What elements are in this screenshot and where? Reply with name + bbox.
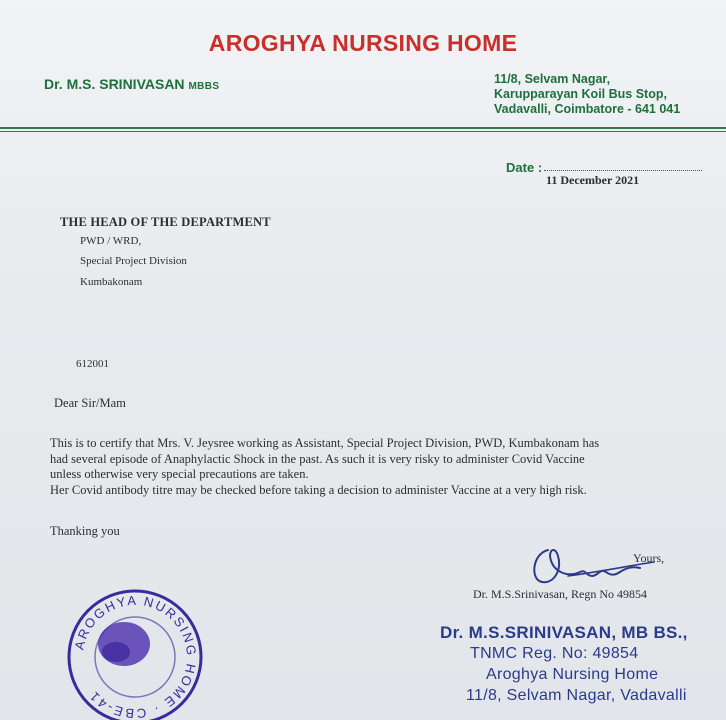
date-value: 11 December 2021 <box>546 173 640 187</box>
date-dotted-line <box>544 170 702 171</box>
stamp-registration: TNMC Reg. No: 49854 <box>470 645 639 662</box>
body-line: Her Covid antibody titre may be checked before taking a decision to administer Vaccine at a very high risk. <box>50 482 587 497</box>
letterhead-divider <box>0 127 726 132</box>
body-line: This is to certify that Mrs. V. Jeysree working as Assistant, Special Project Division, PWD, Kumbakonam has <box>50 436 600 450</box>
letterhead-title: AROGHYA NURSING HOME <box>208 30 518 56</box>
closing: Thanking you <box>50 524 120 538</box>
address-line: Vadavalli, Coimbatore - 641 041 <box>494 102 681 116</box>
body-line: had several episode of Anaphylactic Shock in the past. As such it is very risky to administer Covid Vaccine <box>50 451 585 466</box>
certificate-body <box>50 436 670 498</box>
recipient-line: Special Project Division <box>80 255 187 267</box>
recipient-heading: THE HEAD OF THE DEPARTMENT <box>60 215 271 229</box>
recipient-line: Kumbakonam <box>80 276 143 288</box>
stamp-clinic: Aroghya Nursing Home <box>486 666 659 683</box>
letterhead-address <box>494 72 680 117</box>
round-seal-stamp <box>64 586 206 720</box>
recipient-block <box>60 215 271 288</box>
address-line: Karupparayan Koil Bus Stop, <box>494 87 667 101</box>
recipient-pincode: 612001 <box>76 358 109 370</box>
recipient-line: PWD / WRD, <box>80 235 142 247</box>
doctor-qualification: MBBS <box>188 81 220 92</box>
salutation: Dear Sir/Mam <box>54 396 126 410</box>
date-label: Date : <box>506 160 543 175</box>
address-line: 11/8, Selvam Nagar, <box>494 72 611 86</box>
stamp-doctor-name: Dr. M.S.SRINIVASAN, MB BS., <box>440 623 688 642</box>
letterhead-doctor <box>44 76 219 92</box>
body-line: unless otherwise very special precautions are taken. <box>50 467 309 481</box>
signoff: Yours, <box>633 551 665 565</box>
stamp-address: 11/8, Selvam Nagar, Vadavalli <box>466 687 687 704</box>
signer-line: Dr. M.S.Srinivasan, Regn No 49854 <box>473 587 647 601</box>
handwritten-signature <box>528 542 658 592</box>
doctor-name-text: Dr. M.S. SRINIVASAN <box>44 76 185 92</box>
doctor-rubber-stamp <box>440 622 688 706</box>
svg-text:AROGHYA NURSING HOME · CBE-41: AROGHYA NURSING HOME · CBE-41 <box>71 592 200 720</box>
